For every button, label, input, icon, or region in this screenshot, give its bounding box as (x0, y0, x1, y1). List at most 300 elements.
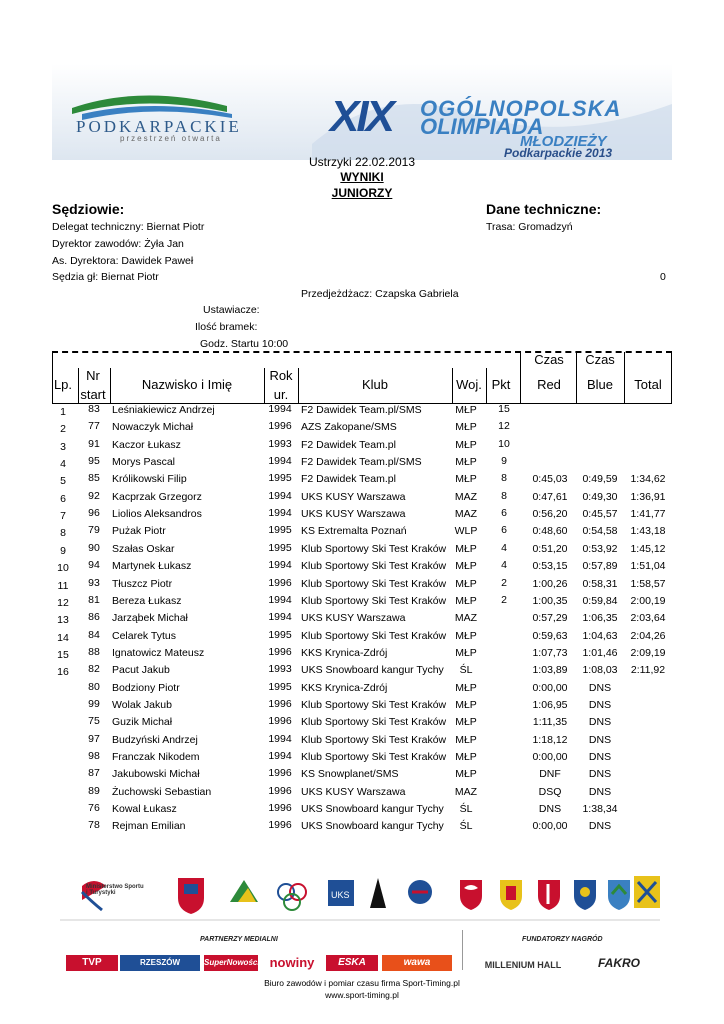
cell-nr: 97 (88, 732, 100, 745)
cell-woj: MAZ (454, 508, 478, 521)
col-divider (452, 368, 453, 404)
cell-red: DSQ (538, 785, 562, 798)
col-divider (520, 352, 521, 404)
cell-nr: 93 (88, 576, 100, 589)
cell-nr: 78 (88, 819, 100, 832)
header-pkt: Pkt (491, 377, 511, 392)
col-divider (624, 352, 625, 404)
ministry-name: Ministerstwo Sportu i Turystyki (86, 884, 144, 896)
cell-woj: MŁP (455, 733, 477, 746)
cell-nr: 81 (88, 593, 100, 606)
cell-name: Jakubowski Michał (112, 768, 200, 781)
logo-tagline: przestrzeń otwarta (120, 134, 222, 143)
cell-total: 2:00,19 (630, 594, 666, 607)
cell-rok: 1996 (268, 819, 292, 832)
cell-nr: 94 (88, 559, 100, 572)
federation-logo-icon (278, 884, 306, 910)
cell-lp: 11 (57, 579, 69, 592)
cell-total: 2:04,26 (630, 629, 666, 642)
cell-pkt: 15 (498, 403, 510, 415)
cell-klub: Klub Sportowy Ski Test Kraków (301, 542, 447, 555)
cell-rok: 1995 (268, 524, 292, 537)
media-partners-label: PARTNERZY MEDIALNI (200, 936, 278, 943)
cell-red: 0:56,20 (532, 508, 568, 521)
cell-nr: 76 (88, 802, 100, 815)
cell-total: 1:43,18 (630, 525, 666, 538)
assistant-director: As. Dyrektora: Dawidek Paweł (52, 255, 194, 267)
cell-woj: WLP (454, 525, 478, 538)
cell-name: Franczak Nikodem (112, 751, 200, 763)
table-row (52, 646, 672, 663)
cell-klub: Klub Sportowy Ski Test Kraków (301, 733, 447, 746)
cell-nr: 92 (88, 489, 100, 502)
header-czas-red: Czas (534, 352, 564, 367)
cell-blue: DNS (588, 785, 612, 798)
cell-pkt: 8 (501, 489, 507, 502)
cell-nr: 86 (88, 611, 100, 624)
cell-name: Rejman Emilian (112, 820, 186, 833)
technical-heading: Dane techniczne: (486, 201, 602, 217)
cell-total: 1:45,12 (630, 542, 666, 555)
cell-blue: 1:08,03 (582, 664, 618, 677)
table-row (52, 698, 672, 715)
banner-title-line3: MŁODZIEŻY (520, 133, 607, 150)
cell-red: 1:03,89 (532, 664, 568, 677)
cell-total: 1:51,04 (630, 560, 666, 573)
cell-woj: MŁP (455, 421, 477, 434)
cell-woj: MŁP (455, 751, 477, 763)
cell-pkt: 4 (501, 541, 507, 554)
table-row (52, 455, 672, 472)
cell-blue: 1:06,35 (582, 612, 618, 625)
table-row (52, 577, 672, 594)
cell-klub: UKS KUSY Warszawa (301, 490, 406, 503)
cell-woj: MŁP (455, 473, 477, 486)
header-name: Nazwisko i Imię (141, 377, 233, 392)
table-row (52, 785, 672, 802)
category-title: JUNIORZY (331, 186, 393, 200)
cell-pkt: 2 (501, 593, 507, 606)
cell-name: Kacprzak Grzegorz (112, 490, 202, 503)
cell-nr: 82 (88, 663, 100, 676)
cell-blue: DNS (588, 768, 612, 781)
location-date: Ustrzyki 22.02.2013 (308, 155, 416, 169)
cell-blue: DNS (588, 681, 612, 694)
table-row (52, 472, 672, 489)
cell-lp: 9 (60, 544, 66, 557)
prize-funders-label: FUNDATORZY NAGRÓD (522, 936, 603, 943)
cell-red: DNS (538, 803, 562, 816)
cell-rok: 1996 (268, 576, 292, 589)
cell-rok: 1995 (268, 472, 292, 485)
table-row (52, 420, 672, 437)
city-arms-4-icon (608, 880, 630, 910)
cell-nr: 91 (88, 437, 100, 450)
cell-name: Pużak Piotr (112, 525, 166, 538)
cell-pkt: 4 (501, 559, 507, 572)
cell-nr: 96 (88, 507, 100, 520)
cell-red: 0:51,20 (532, 542, 568, 555)
cell-name: Pacut Jakub (112, 664, 170, 677)
funder-millenium-hall: MILLENIUM HALL (478, 957, 568, 973)
cell-total: 2:09,19 (630, 646, 666, 659)
cell-name: Budzyński Andrzej (112, 733, 198, 746)
cell-name: Królikowski Filip (112, 473, 187, 486)
cell-rok: 1994 (268, 489, 292, 502)
table-row (52, 438, 672, 455)
table-row (52, 611, 672, 628)
cell-lp: 5 (60, 475, 66, 488)
table-row (52, 663, 672, 680)
uks-kusy-logo-text: UKS (331, 890, 350, 900)
technical-value: 0 (660, 271, 666, 283)
footer-website-link[interactable]: www.sport-timing.pl (325, 990, 399, 1000)
cell-name: Guzik Michał (112, 716, 173, 729)
cell-blue: 0:57,89 (582, 560, 618, 573)
header-ur: ur. (273, 387, 289, 402)
coat-of-arms-icon (178, 878, 204, 914)
cell-red: 0:48,60 (532, 525, 568, 538)
cell-blue: 0:54,58 (582, 525, 618, 538)
cell-rok: 1993 (268, 437, 292, 450)
col-divider (264, 368, 265, 404)
media-eska: ESKA (326, 955, 378, 971)
cell-total: 1:36,91 (630, 490, 666, 503)
table-row (52, 594, 672, 611)
cell-lp: 2 (60, 423, 66, 436)
table-row (52, 629, 672, 646)
wyzsza-szkola-logo-icon (408, 880, 432, 904)
cell-pkt: 6 (501, 524, 507, 537)
cell-pkt: 2 (501, 576, 507, 589)
start-time: Godz. Startu 10:00 (200, 338, 289, 350)
cell-total: 1:58,57 (630, 577, 666, 590)
footer-timing-company: Biuro zawodów i pomiar czasu firma Sport-Timing.pl (264, 978, 460, 988)
cell-red: 1:00,35 (532, 594, 568, 607)
header-frame (52, 352, 672, 404)
olympiad-logo-icon (230, 880, 258, 902)
cell-lp: 8 (60, 527, 66, 540)
cell-lp: 1 (60, 406, 66, 418)
cell-nr: 83 (88, 403, 100, 415)
cell-rok: 1994 (268, 593, 292, 606)
media-tvp-rzeszow: TVP RZESZÓW (67, 957, 117, 984)
cell-lp: 10 (57, 562, 69, 575)
uks-kusy-logo-icon (328, 880, 354, 906)
cell-klub: Klub Sportowy Ski Test Kraków (301, 698, 447, 711)
cell-name: Szałas Oskar (112, 542, 175, 555)
cell-name: Bereza Łukasz (112, 594, 182, 607)
cell-nr: 89 (88, 784, 100, 797)
cell-blue: DNS (588, 698, 612, 711)
city-arms-3-icon (574, 880, 596, 910)
cell-rok: 1996 (268, 420, 292, 433)
table-row (52, 767, 672, 784)
col-divider (298, 368, 299, 404)
chief-judge: Sędzia gł: Biernat Piotr (52, 271, 159, 283)
cell-red: 0:59,63 (532, 629, 568, 642)
cell-nr: 95 (88, 455, 100, 468)
media-super-nowosci: SuperNowości (204, 955, 258, 971)
cell-rok: 1996 (268, 715, 292, 728)
city-arms-2-icon (538, 880, 560, 910)
cell-blue: 0:49,59 (582, 473, 618, 486)
cell-woj: MŁP (455, 629, 477, 642)
cell-woj: MŁP (455, 698, 477, 711)
cell-name: Martynek Łukasz (112, 560, 192, 573)
table-row (52, 819, 672, 836)
cell-red: 0:00,00 (532, 681, 568, 694)
cell-rok: 1994 (268, 750, 292, 762)
cell-woj: MŁP (455, 716, 477, 729)
cell-klub: UKS Snowboard kangur Tychy (301, 803, 444, 816)
table-row (52, 507, 672, 524)
banner-title-line2: OLIMPIADA (420, 114, 544, 139)
banner-title-line1: OGÓLNOPOLSKA (420, 96, 622, 121)
cell-red: 0:47,61 (532, 490, 568, 503)
header-czas-blue: Czas (585, 352, 615, 367)
table-row (52, 403, 672, 420)
col-divider (486, 368, 487, 404)
cell-name: Morys Pascal (112, 456, 176, 469)
cell-woj: ŚL (459, 820, 473, 833)
cell-klub: F2 Dawidek Team.pl/SMS (301, 456, 422, 469)
cell-blue: 0:59,84 (582, 594, 618, 607)
cell-blue: 0:49,30 (582, 490, 618, 503)
cell-klub: KS Snowplanet/SMS (301, 768, 399, 781)
table-row (52, 524, 672, 541)
header-blue: Blue (586, 377, 614, 392)
cell-klub: Klub Sportowy Ski Test Kraków (301, 629, 447, 642)
cell-rok: 1994 (268, 455, 292, 468)
cell-blue: DNS (588, 733, 612, 746)
cell-klub: Klub Sportowy Ski Test Kraków (301, 577, 447, 590)
cell-lp: 7 (60, 510, 66, 523)
cell-name: Kaczor Łukasz (112, 438, 181, 451)
gate-count: Ilość bramek: (195, 321, 258, 333)
cell-name: Leśniakiewicz Andrzej (112, 404, 215, 416)
cell-pkt: 6 (501, 507, 507, 520)
sponsor-divider (462, 930, 463, 970)
cell-red: DNF (539, 768, 561, 781)
cell-lp: 16 (57, 666, 69, 679)
cell-name: Wolak Jakub (112, 698, 172, 711)
cell-klub: UKS KUSY Warszawa (301, 508, 406, 521)
cell-name: Celarek Tytus (112, 629, 176, 642)
cell-lp: 15 (57, 648, 69, 661)
city-arms-5-icon (634, 876, 660, 908)
cell-blue: 1:04,63 (582, 629, 618, 642)
cell-lp: 14 (57, 631, 69, 644)
cell-nr: 98 (88, 750, 100, 762)
cell-rok: 1995 (268, 680, 292, 693)
cell-woj: MŁP (455, 560, 477, 573)
cell-rok: 1995 (268, 628, 292, 641)
header-rok: Rok (269, 368, 293, 383)
cell-name: Jarząbek Michał (112, 612, 188, 625)
cell-total: 1:34,62 (630, 473, 666, 486)
cell-rok: 1994 (268, 403, 292, 415)
header-woj: Woj. (456, 377, 482, 392)
header-red: Red (537, 377, 561, 392)
cell-red: 1:06,95 (532, 698, 568, 711)
cell-rok: 1996 (268, 784, 292, 797)
cell-red: 0:00,00 (532, 751, 568, 763)
cell-nr: 85 (88, 472, 100, 485)
judges-heading: Sędziowie: (52, 201, 125, 217)
cell-woj: MAZ (454, 490, 478, 503)
header-lp: Lp. (53, 377, 73, 392)
cell-nr: 75 (88, 715, 100, 728)
cell-woj: MŁP (455, 577, 477, 590)
cell-name: Żuchowski Sebastian (112, 785, 212, 798)
cell-blue: DNS (588, 751, 612, 763)
banner-title-line4: Podkarpackie 2013 (504, 146, 613, 160)
cell-total: 2:11,92 (630, 664, 666, 677)
cell-blue: 0:53,92 (582, 542, 618, 555)
header-start: start (80, 387, 106, 402)
media-nowiny: nowiny (262, 955, 322, 971)
cell-pkt: 9 (501, 455, 507, 468)
cell-klub: F2 Dawidek Team.pl (301, 473, 396, 486)
table-row (52, 542, 672, 559)
cell-red: 1:11,35 (532, 716, 568, 729)
cell-klub: F2 Dawidek Team.pl/SMS (301, 404, 422, 416)
table-row (52, 490, 672, 507)
funder-fakro: FAKRO (584, 955, 654, 971)
cell-name: Bodziony Piotr (112, 681, 180, 694)
cell-total: 1:41,77 (630, 508, 666, 521)
cell-rok: 1994 (268, 559, 292, 572)
cell-rok: 1996 (268, 645, 292, 658)
cell-red: 0:45,03 (532, 473, 568, 486)
cell-red: 1:18,12 (532, 733, 568, 746)
cell-klub: UKS Snowboard kangur Tychy (301, 664, 444, 677)
cell-blue: 1:01,46 (582, 646, 618, 659)
cell-woj: MAZ (454, 785, 478, 798)
header-klub: Klub (361, 377, 389, 392)
cell-klub: AZS Zakopane/SMS (301, 421, 397, 434)
cell-klub: KKS Krynica-Zdrój (301, 646, 388, 659)
media-wawa: wawa (382, 955, 452, 971)
cell-woj: MŁP (455, 438, 477, 451)
cell-nr: 87 (88, 767, 100, 780)
cell-red: 1:07,73 (532, 646, 568, 659)
cell-woj: MŁP (455, 404, 477, 416)
cell-woj: ŚL (459, 664, 473, 677)
cell-klub: Klub Sportowy Ski Test Kraków (301, 716, 447, 729)
cell-red: 1:00,26 (532, 577, 568, 590)
table-row (52, 802, 672, 819)
cell-lp: 13 (57, 614, 69, 627)
cell-nr: 77 (88, 420, 100, 433)
col-divider (110, 368, 111, 404)
eagle-arms-icon (460, 880, 482, 910)
cell-lp: 12 (57, 596, 69, 609)
cell-rok: 1994 (268, 732, 292, 745)
cell-nr: 88 (88, 645, 100, 658)
cell-nr: 80 (88, 680, 100, 693)
cell-woj: MŁP (455, 681, 477, 694)
cell-pkt: 10 (498, 437, 510, 450)
table-row (52, 559, 672, 576)
cell-name: Tłuszcz Piotr (112, 577, 173, 590)
cell-lp: 6 (60, 492, 66, 505)
cell-name: Liolios Aleksandros (112, 508, 202, 521)
cell-rok: 1994 (268, 507, 292, 520)
cell-klub: KS Extremalta Poznań (301, 525, 407, 538)
cell-blue: 0:45,57 (582, 508, 618, 521)
cell-rok: 1996 (268, 802, 292, 815)
table-row (52, 715, 672, 732)
cell-woj: MŁP (455, 768, 477, 781)
technical-delegate: Delegat techniczny: Biernat Piotr (52, 221, 205, 233)
cell-total: 2:03,64 (630, 612, 666, 625)
sponsor-logos (60, 872, 660, 932)
cell-rok: 1994 (268, 611, 292, 624)
cell-woj: ŚL (459, 803, 473, 816)
snowboard-logo-icon (370, 878, 386, 908)
cell-red: 0:53,15 (532, 560, 568, 573)
cell-blue: DNS (588, 820, 612, 833)
table-row (52, 733, 672, 750)
header-total: Total (634, 377, 662, 392)
cell-name: Nowaczyk Michał (112, 421, 194, 434)
course-name: Trasa: Gromadzyń (486, 221, 573, 233)
cell-name: Ignatowicz Mateusz (112, 646, 205, 659)
logo-wordmark: PODKARPACKIE (76, 117, 242, 136)
banner-roman-numeral: XIX (330, 92, 392, 141)
cell-klub: Klub Sportowy Ski Test Kraków (301, 594, 447, 607)
cell-red: 0:57,29 (532, 612, 568, 625)
city-arms-1-icon (500, 880, 522, 910)
cell-name: Kowal Łukasz (112, 803, 177, 816)
col-divider (78, 368, 79, 404)
cell-nr: 90 (88, 541, 100, 554)
cell-red: 0:00,00 (532, 820, 568, 833)
header-nr: Nr (86, 368, 100, 383)
cell-klub: UKS KUSY Warszawa (301, 785, 406, 798)
cell-lp: 3 (60, 440, 66, 453)
media-radio-rzeszow: RZESZÓW (120, 955, 200, 971)
cell-klub: Klub Sportowy Ski Test Kraków (301, 751, 447, 763)
cell-nr: 99 (88, 697, 100, 710)
cell-woj: MŁP (455, 646, 477, 659)
col-divider (576, 352, 577, 404)
table-row (52, 750, 672, 767)
cell-klub: UKS Snowboard kangur Tychy (301, 820, 444, 833)
cell-klub: UKS KUSY Warszawa (301, 612, 406, 625)
cell-blue: 0:58,31 (582, 577, 618, 590)
cell-pkt: 8 (501, 472, 507, 485)
forerunner: Przedjeżdżacz: Czapska Gabriela (301, 288, 459, 300)
cell-rok: 1993 (268, 663, 292, 676)
cell-nr: 79 (88, 524, 100, 537)
cell-klub: Klub Sportowy Ski Test Kraków (301, 560, 447, 573)
cell-woj: MŁP (455, 456, 477, 469)
cell-woj: MŁP (455, 594, 477, 607)
cell-pkt: 12 (498, 420, 510, 433)
cell-woj: MŁP (455, 542, 477, 555)
cell-lp: 4 (60, 458, 66, 471)
cell-rok: 1996 (268, 767, 292, 780)
cell-blue: DNS (588, 716, 612, 729)
results-title: WYNIKI (340, 170, 384, 184)
table-row (52, 681, 672, 698)
course-setter: Ustawiacze: (203, 304, 260, 316)
cell-klub: KKS Krynica-Zdrój (301, 681, 388, 694)
cell-klub: F2 Dawidek Team.pl (301, 438, 396, 451)
